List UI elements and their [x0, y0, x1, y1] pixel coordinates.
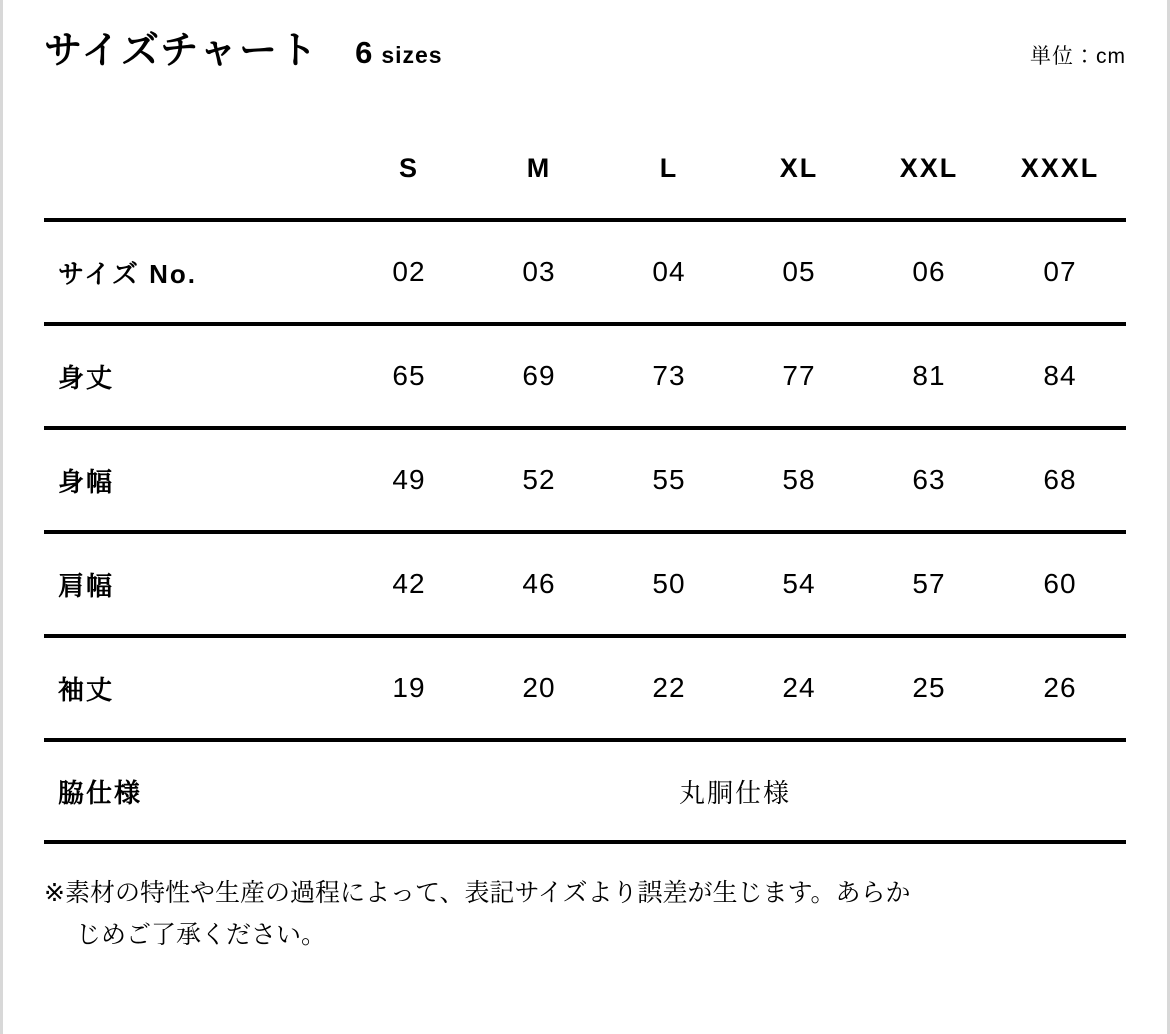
cell-sleeve-length-xl: 24 — [734, 636, 864, 740]
cell-size-no-l: 04 — [604, 220, 734, 324]
cell-sleeve-length-l: 22 — [604, 636, 734, 740]
size-count: 6 — [355, 35, 373, 70]
row-label-body-length: 身丈 — [44, 324, 344, 428]
cell-body-width-m: 52 — [474, 428, 604, 532]
table-row-side-spec — [44, 740, 1126, 842]
cell-shoulder-width-m: 46 — [474, 532, 604, 636]
cell-size-no-s: 02 — [344, 220, 474, 324]
table-row — [44, 532, 1126, 636]
cell-body-width-s: 49 — [344, 428, 474, 532]
cell-body-length-m: 69 — [474, 324, 604, 428]
column-header-label — [44, 118, 344, 220]
cell-body-length-xl: 77 — [734, 324, 864, 428]
cell-sleeve-length-s: 19 — [344, 636, 474, 740]
footnote — [44, 872, 1124, 956]
cell-body-length-xxxl: 84 — [994, 324, 1126, 428]
cell-body-length-xxl: 81 — [864, 324, 994, 428]
cell-size-no-xxl: 06 — [864, 220, 994, 324]
cell-sleeve-length-m: 20 — [474, 636, 604, 740]
left-edge-divider — [0, 0, 3, 1034]
cell-body-width-xl: 58 — [734, 428, 864, 532]
cell-shoulder-width-xl: 54 — [734, 532, 864, 636]
table-row — [44, 220, 1126, 324]
column-header-s: S — [398, 152, 419, 183]
column-header-l: L — [659, 152, 679, 183]
cell-body-width-l: 55 — [604, 428, 734, 532]
table-row — [44, 428, 1126, 532]
title-row — [44, 32, 443, 70]
cell-shoulder-width-xxl: 57 — [864, 532, 994, 636]
row-label-body-width: 身幅 — [44, 428, 344, 532]
row-label-side-spec: 脇仕様 — [44, 740, 344, 842]
cell-body-length-l: 73 — [604, 324, 734, 428]
unit-note: 単位：cm — [1030, 45, 1126, 68]
chart-header — [44, 0, 1126, 118]
row-label-shoulder-width: 肩幅 — [44, 532, 344, 636]
table-row — [44, 636, 1126, 740]
cell-body-width-xxxl: 68 — [994, 428, 1126, 532]
column-header-xl: XL — [779, 152, 819, 183]
cell-size-no-xxxl: 07 — [994, 220, 1126, 324]
cell-shoulder-width-s: 42 — [344, 532, 474, 636]
column-header-xxxl: XXXL — [1020, 152, 1100, 183]
table-header-row — [44, 118, 1126, 220]
page-title: サイズチャート — [44, 30, 320, 72]
row-label-sleeve-length: 袖丈 — [44, 636, 344, 740]
cell-body-length-s: 65 — [344, 324, 474, 428]
cell-size-no-m: 03 — [474, 220, 604, 324]
footnote-line-2: じめご了承ください。 — [76, 921, 327, 949]
row-label-size-no: サイズ No. — [44, 220, 344, 324]
cell-sleeve-length-xxxl: 26 — [994, 636, 1126, 740]
footnote-line-1: ※素材の特性や生産の過程によって、表記サイズより誤差が生じます。あらか — [44, 879, 911, 907]
chart-content — [44, 0, 1126, 844]
size-chart-table — [44, 118, 1126, 844]
column-header-m: M — [526, 152, 552, 183]
sizes-word: sizes — [381, 42, 443, 68]
cell-side-spec-value: 丸胴仕様 — [344, 740, 1126, 842]
cell-shoulder-width-xxxl: 60 — [994, 532, 1126, 636]
table-row — [44, 324, 1126, 428]
cell-sleeve-length-xxl: 25 — [864, 636, 994, 740]
column-header-xxl: XXL — [899, 152, 959, 183]
cell-size-no-xl: 05 — [734, 220, 864, 324]
cell-body-width-xxl: 63 — [864, 428, 994, 532]
cell-shoulder-width-l: 50 — [604, 532, 734, 636]
